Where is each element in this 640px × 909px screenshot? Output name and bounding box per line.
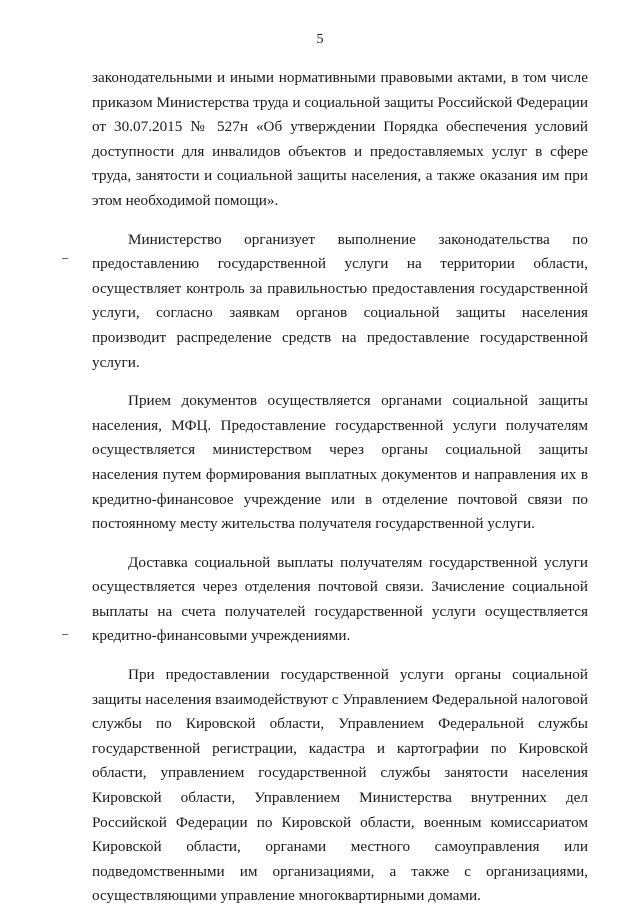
paragraph-2: Министерство организует выполнение законодательства по предоставлению государственной услуги на территории области, осуществляет контроль за правильностью предоставления государственной услуги, согласно заявкам органов социальной защиты населения производит распределение средств на предоставление государственной услуги. [92, 230, 588, 371]
paragraph-5: При предоставлении государственной услуги органы социальной защиты населения взаимодействуют с Управлением Федеральной налоговой службы по Кировской области, Управлением Федеральной службы государственной регистрации, кадастра и картографии по Кировской области, управлением государственной службы занятости населения Кировской области, Управлением Министерства внутренних дел Российской Федерации по Кировской области, военным комиссариатом Кировской области, органами местного самоуправления или подведомственными им организациями, а также с организациями, осуществляющими управление многоквартирными домами. [92, 666, 588, 905]
paragraph-3: Прием документов осуществляется органами социальной защиты населения, МФЦ. Предоставление государственной услуги получателям осуществляется министерством через органы социальной защиты населения путем формирования выплатных документов и направления их в кредитно-финансовое учреждение или в отделение почтовой связи по постоянному месту жительства получателя государственной услуги. [92, 392, 588, 533]
paragraph-4: Доставка социальной выплаты получателям государственной услуги осуществляется через отделения почтовой связи. Зачисление социальной выплаты на счета получателей государственной услуги осуществляется кредитно-финансовыми учреждениями. [92, 553, 588, 645]
paragraph-1: законодательными и иными нормативными правовыми актами, в том числе приказом Министерства труда и социальной защиты Российской Федерации от 30.07.2015 № 527н «Об утверждении Порядка обеспечения условий доступности для инвалидов объектов и предоставляемых услуг в сфере труда, занятости и социальной защиты населения, а также оказания им при этом необходимой помощи». [92, 69, 588, 209]
document-body [92, 66, 588, 909]
margin-scan-mark [62, 258, 68, 259]
margin-scan-mark [62, 634, 68, 635]
page-number: 5 [316, 32, 324, 47]
